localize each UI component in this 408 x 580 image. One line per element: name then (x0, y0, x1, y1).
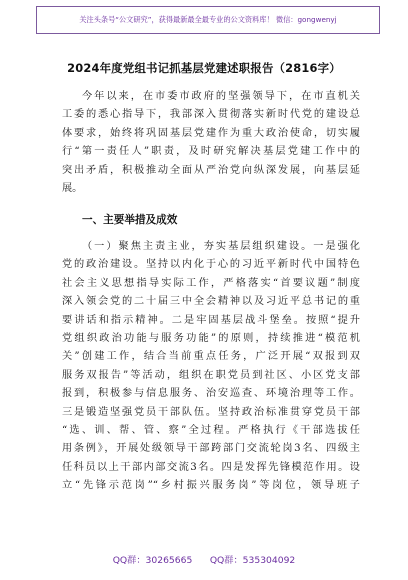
text-line: 党组织政治功能与服务功能”的原则，持续推进“模范机 (62, 333, 360, 345)
text-line: 深入领会党的二十届三中全会精神以及习近平总书记的重 (62, 296, 360, 308)
header-banner: 关注头条号“公文研究”，获得最新最全最专业的公文资料库！ 微信：gongwenyj (36, 6, 380, 34)
text-line: 展。 (62, 183, 83, 195)
footer-contact: QQ群：30265665 QQ群：535304092 (112, 555, 296, 566)
document-title: 2024年度党组书记抓基层党建述职报告（2816字） (67, 61, 341, 75)
text-line: 要讲话和指示精神。二是牢固基层战斗堡垒。按照“提升 (62, 314, 360, 326)
text-line: 行“第一责任人”职责，及时研究解决基层党建工作中的 (62, 146, 360, 158)
text-line: 突出矛盾，积极推动全面从严治党向纵深发展，向基层延 (62, 164, 360, 176)
section-heading: 一、主要举措及成效 (82, 214, 178, 226)
text-line: 任科员以上干部内部交流3名。四是发挥先锋模范作用。设 (62, 461, 360, 473)
text-line: 用条例》，开展处级领导干部跨部门交流轮岗3名、四级主 (62, 443, 360, 455)
text-line: 服务双报告”等活动，组织在职党员到社区、小区党支部 (62, 369, 360, 381)
text-line: 关”创建工作，结合当前重点任务，广泛开展“双报到双 (62, 351, 360, 363)
text-line: 今年以来，在市委市政府的坚强领导下，在市直机关 (82, 91, 360, 102)
intro-paragraph (62, 88, 360, 198)
text-line: 党的政治建设。坚持以内化于心的习近平新时代中国特色 (62, 259, 360, 271)
text-line: 报到，积极参与信息服务、治安巡查、环境治理等工作。 (62, 388, 360, 400)
text-line: 体要求，始终将巩固基层党建作为重大政治使命，切实履 (62, 127, 360, 139)
text-line: 工委的悉心指导下，我部深入贯彻落实新时代党的建设总 (62, 109, 360, 121)
text-line: （一）聚焦主责主业，夯实基层组织建设。一是强化 (82, 241, 360, 252)
text-line: 立“先锋示范岗”“乡村振兴服务岗”等岗位，领导班子 (62, 480, 360, 492)
text-line: 社会主义思想指导实际工作，严格落实“首要议题”制度 (62, 277, 360, 289)
text-line: “选、训、帮、管、察”全过程。严格执行《干部选拔任 (62, 425, 360, 437)
text-line: 三是锻造坚强党员干部队伍。坚持政治标准贯穿党员干部 (62, 406, 360, 418)
section-paragraph (62, 238, 360, 496)
